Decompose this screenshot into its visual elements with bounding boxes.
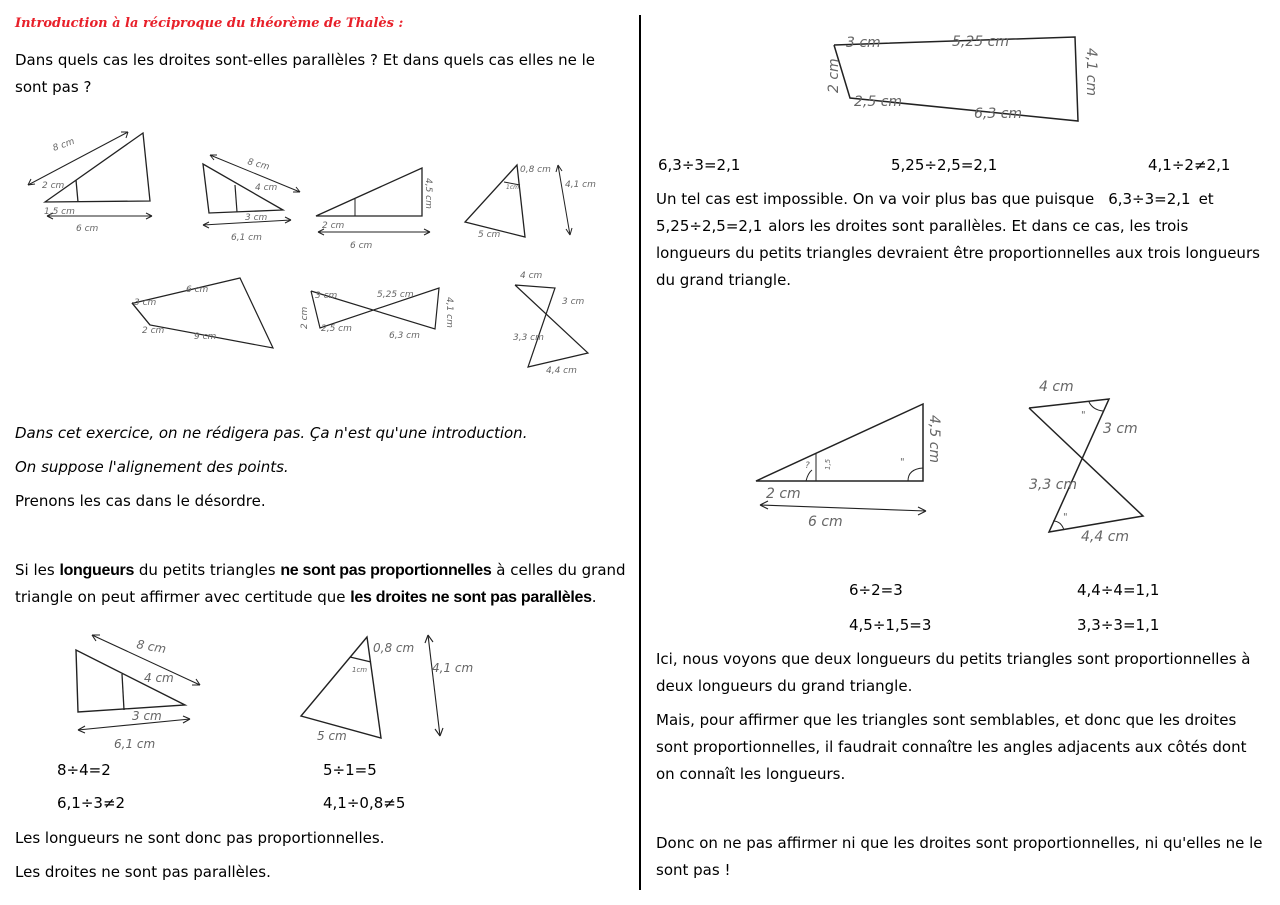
para4-line-2: sont pas ! (656, 861, 731, 879)
label: 6,3 cm (389, 331, 420, 341)
label: 2 cm (766, 486, 801, 502)
text: Si les (15, 561, 60, 579)
label: 4 cm (520, 271, 543, 281)
question-line-2: sont pas ? (15, 78, 92, 96)
label: 1cm (506, 184, 519, 191)
label: 1,5 cm (44, 207, 75, 217)
text: et (1198, 190, 1214, 208)
label: " (900, 457, 905, 468)
label: 4,1 cm (432, 661, 474, 675)
calc-b-1: 5÷1=5 (323, 761, 377, 779)
overview-figure-4 (460, 160, 610, 250)
emphasis: longueurs (59, 562, 135, 579)
label: 1,5 (824, 458, 832, 470)
label: 2,5 cm (854, 94, 903, 110)
bowtie-figure (810, 25, 1110, 130)
label: 1cm (352, 666, 368, 674)
calc-b-2: 4,1÷0,8≠5 (323, 794, 406, 812)
label: 2 cm (322, 221, 345, 231)
para4-line-1: Donc on ne pas affirmer ni que les droites sont proportionnelles, ni qu'elles ne le (656, 834, 1263, 852)
equation: 5,25÷2,5=2,1 (656, 217, 763, 235)
example-figure-a (70, 630, 220, 755)
label: 6,3 cm (974, 106, 1023, 122)
para2-line-2: deux longueurs du grand triangle. (656, 677, 913, 695)
calc-d-2: 3,3÷3=1,1 (1077, 616, 1160, 634)
label: 4,1 cm (565, 180, 596, 190)
label: 5,25 cm (952, 34, 1009, 50)
page-title: Introduction à la réciproque du théorème de Thalès : (15, 16, 404, 31)
overview-figure-5 (120, 275, 285, 355)
overview-figure-7 (510, 265, 600, 380)
label: 4,1 cm (444, 297, 454, 328)
emphasis: ne sont pas proportionnelles (280, 562, 492, 579)
label: 4 cm (1039, 379, 1074, 395)
calc-ratio-1: 6,3÷3=2,1 (658, 156, 741, 174)
calc-a-2: 6,1÷3≠2 (57, 794, 126, 812)
text: du petits triangles (134, 561, 281, 579)
intro-line-3: Prenons les cas dans le désordre. (15, 492, 266, 510)
para3-line-3: on connaît les longueurs. (656, 765, 846, 783)
rule-line-1 (15, 557, 626, 584)
calc-c-2: 4,5÷1,5=3 (849, 616, 932, 634)
conclusion-line-1: Les longueurs ne sont donc pas proportionnelles. (15, 829, 385, 847)
label: 6,1 cm (114, 737, 156, 751)
label: 2 cm (300, 306, 310, 329)
overview-figure-3 (310, 160, 450, 255)
label: 3,3 cm (513, 333, 544, 343)
label: 5 cm (478, 230, 501, 240)
equation: 6,3÷3=2,1 (1108, 190, 1191, 208)
label: 2 cm (42, 181, 65, 191)
example-figure-b (295, 630, 495, 745)
para1-line-4: du grand triangle. (656, 271, 792, 289)
overview-figure-1 (20, 125, 160, 235)
para1-line-1 (656, 186, 1214, 213)
label: 4 cm (255, 183, 278, 193)
label: 2 cm (826, 58, 842, 93)
label: 8 cm (135, 637, 168, 657)
label: ? (805, 461, 810, 471)
label: 3 cm (245, 213, 268, 223)
para2-line-1: Ici, nous voyons que deux longueurs du petits triangles sont proportionnelles à (656, 650, 1251, 668)
example-figure-c (750, 395, 950, 535)
label: 4,5 cm (423, 178, 433, 209)
overview-figure-6 (295, 283, 465, 348)
example-figure-d (1025, 375, 1175, 545)
text: alors les droites sont parallèles. Et dans ce cas, les trois (768, 217, 1189, 235)
label: 2 cm (142, 326, 165, 336)
emphasis: les droites ne sont pas parallèles (350, 589, 592, 606)
label: 4,4 cm (1081, 529, 1130, 545)
label: 6 cm (808, 514, 843, 530)
para3-line-1: Mais, pour affirmer que les triangles sont semblables, et donc que les droites (656, 711, 1237, 729)
rule-line-2 (15, 584, 597, 611)
calc-c-1: 6÷2=3 (849, 581, 903, 599)
label: 6 cm (186, 285, 209, 295)
label: 3 cm (562, 297, 585, 307)
label: 0,8 cm (373, 641, 415, 655)
text: . (591, 588, 597, 606)
label: 0,8 cm (520, 165, 551, 175)
label: 5,25 cm (377, 290, 414, 300)
label: 3 cm (132, 709, 162, 723)
label: 3,3 cm (1029, 477, 1078, 493)
label: 4,4 cm (546, 366, 577, 376)
label: 4 cm (144, 671, 174, 685)
label: 4,5 cm (926, 415, 942, 464)
para1-line-2 (656, 213, 1188, 240)
text: à celles du grand (491, 561, 626, 579)
overview-figure-2 (195, 150, 310, 245)
calc-a-1: 8÷4=2 (57, 761, 111, 779)
question-line-1: Dans quels cas les droites sont-elles parallèles ? Et dans quels cas elles ne le (15, 51, 595, 69)
calc-d-1: 4,4÷4=1,1 (1077, 581, 1160, 599)
label: 5 cm (317, 729, 347, 743)
intro-line-2: On suppose l'alignement des points. (15, 458, 289, 476)
text: triangle on peut affirmer avec certitude que (15, 588, 351, 606)
label: " (1081, 410, 1086, 421)
label: 3 cm (134, 298, 157, 308)
para3-line-2: sont proportionnelles, il faudrait connaître les angles adjacents aux côtés dont (656, 738, 1247, 756)
label: 8 cm (51, 136, 76, 154)
conclusion-line-2: Les droites ne sont pas parallèles. (15, 863, 271, 881)
label: 6 cm (350, 241, 373, 251)
label: 3 cm (846, 35, 881, 51)
calc-ratio-3: 4,1÷2≠2,1 (1148, 156, 1231, 174)
label: 2,5 cm (321, 324, 352, 334)
label: 6,1 cm (231, 233, 262, 243)
calc-ratio-2: 5,25÷2,5=2,1 (891, 156, 998, 174)
label: 8 cm (246, 157, 271, 173)
label: 9 cm (194, 332, 217, 342)
label: " (1063, 512, 1068, 523)
label: 6 cm (76, 224, 99, 234)
text: Un tel cas est impossible. On va voir plus bas que puisque (656, 190, 1095, 208)
column-divider (639, 15, 641, 890)
intro-line-1: Dans cet exercice, on ne rédigera pas. Ça n'est qu'une introduction. (15, 424, 528, 442)
para1-line-3: longueurs du petits triangles devraient être proportionnelles aux trois longueurs (656, 244, 1260, 262)
label: 4,1 cm (1083, 48, 1099, 97)
label: 3 cm (1103, 421, 1138, 437)
label: 3 cm (315, 291, 338, 301)
